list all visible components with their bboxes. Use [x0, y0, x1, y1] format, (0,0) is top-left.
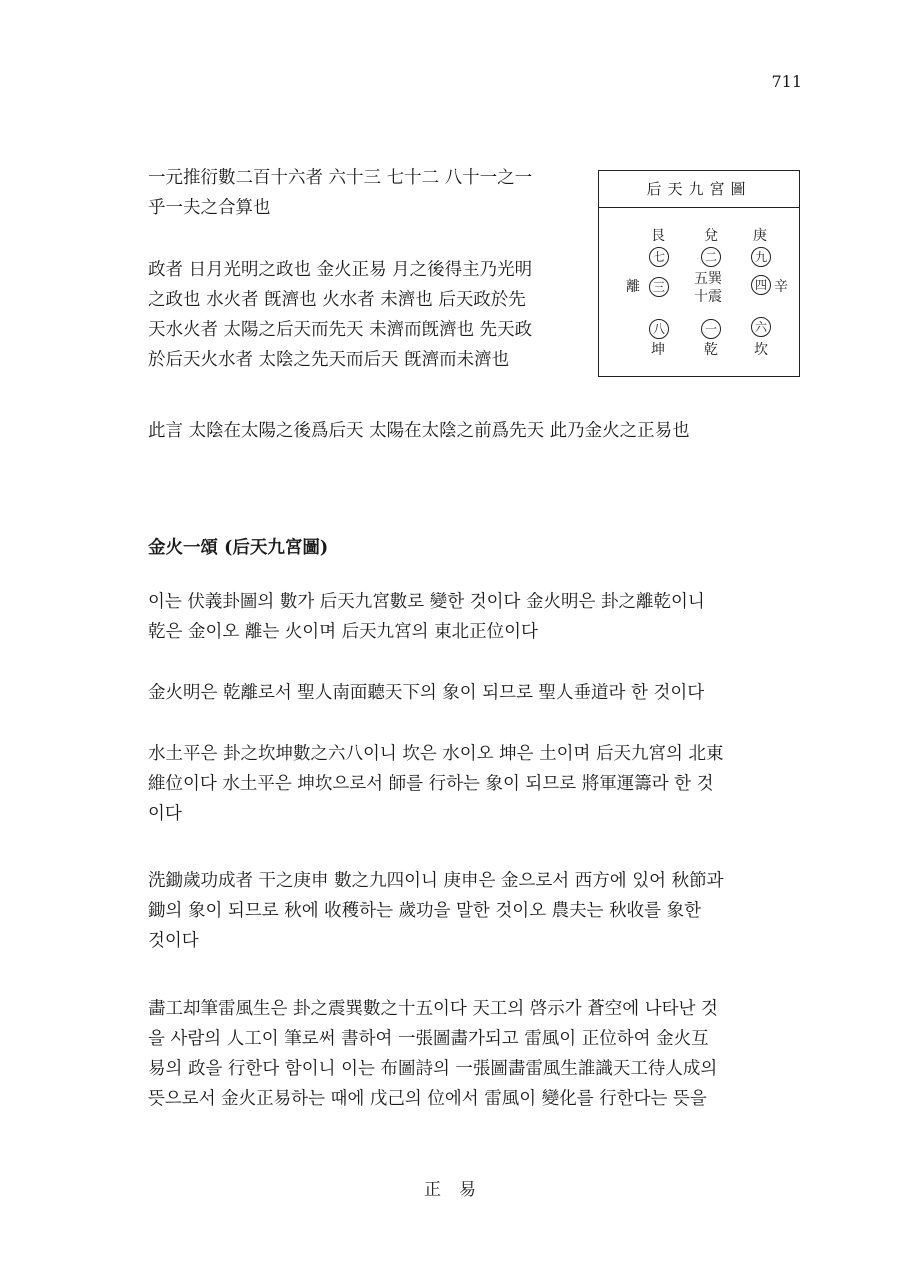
- text-line: 洗鋤歲功成者 干之庚申 數之九四이니 庚申은 金으로서 西方에 있어 秋節과: [148, 871, 724, 891]
- text-line: 鋤의 象이 되므로 秋에 收穫하는 歲功을 말한 것이오 農夫는 秋收를 象한: [148, 901, 702, 921]
- paragraph-5: [148, 678, 704, 708]
- paragraph-6: [148, 739, 724, 829]
- paragraph-4: [148, 587, 705, 647]
- nine-palace-diagram: [598, 170, 800, 377]
- text-line: 畵工却筆雷風生은 卦之震巽數之十五이다 天工의 啓示가 蒼空에 나타난 것: [148, 999, 718, 1019]
- text-line: 乎一夫之合算也: [148, 198, 271, 218]
- number-nine: 九: [751, 247, 771, 267]
- label-qian: 乾: [704, 342, 718, 358]
- number-six: 六: [751, 317, 771, 337]
- text-line: 水土平은 卦之坎坤數之六八이니 坎은 水이오 坤은 土이며 后天九宮의 北東: [148, 744, 724, 764]
- text-line: 政者 日月光明之政也 金火正易 月之後得主乃光明: [148, 260, 533, 280]
- paragraph-3: [148, 416, 690, 446]
- text-line: 維位이다 水土平은 坤坎으로서 師를 行하는 象이 되므로 將軍運籌라 한 것: [148, 774, 714, 794]
- number-two: 二: [701, 247, 721, 267]
- heading-text: 金火一頌 (后天九宮圖): [148, 538, 329, 558]
- number-one: 一: [701, 319, 721, 339]
- text-line: 此言 太陰在太陽之後爲后天 太陽在太陰之前爲先天 此乃金火之正易也: [148, 421, 690, 441]
- text-line: 乾은 金이오 離는 火이며 后天九宮의 東北正位이다: [148, 622, 538, 642]
- label-geng: 庚: [753, 228, 767, 244]
- label-gen: 艮: [651, 228, 665, 244]
- number-four: 四: [751, 275, 771, 295]
- text-line: 之政也 水火者 旣濟也 火水者 未濟也 后天政於先: [148, 290, 526, 310]
- text-line: 이는 伏義卦圖의 數가 后天九宮數로 變한 것이다 金火明은 卦之離乾이니: [148, 592, 705, 612]
- label-kun: 坤: [651, 342, 665, 358]
- text-line: 을 사람의 人工이 筆로써 書하여 一張圖畵가되고 雷風이 正位하여 金火互: [148, 1029, 709, 1049]
- text-line: 一元推衍數二百十六者 六十三 七十二 八十一之一: [148, 168, 533, 188]
- label-dui: 兌: [704, 228, 718, 244]
- page-number: 711: [771, 72, 802, 91]
- page-footer: 正易: [424, 1180, 494, 1200]
- text-line: 이다: [148, 804, 182, 824]
- paragraph-8: [148, 994, 718, 1114]
- text-line: 於后天火水者 太陰之先天而后天 旣濟而未濟也: [148, 350, 510, 370]
- paragraph-1: [148, 163, 532, 223]
- diagram-title: 后天九宮圖: [599, 171, 799, 208]
- paragraph-7: [148, 866, 724, 956]
- label-kan: 坎: [754, 342, 768, 358]
- text-line: 것이다: [148, 931, 199, 951]
- paragraph-2: [148, 255, 532, 375]
- text-line: 金火明은 乾離로서 聖人南面聽天下의 象이 되므로 聖人垂道라 한 것이다: [148, 683, 705, 703]
- text-line: 天水火者 太陽之后天而先天 未濟而旣濟也 先天政: [148, 320, 533, 340]
- number-seven: 七: [649, 247, 669, 267]
- label-center-top: 五巽: [694, 271, 722, 287]
- section-heading: [148, 533, 328, 563]
- number-three: 三: [649, 277, 669, 297]
- label-xin: 辛: [774, 279, 788, 295]
- label-center-bottom: 十震: [694, 289, 722, 305]
- text-line: 易의 政을 行한다 함이니 이는 布圖詩의 一張圖畵雷風生誰識天工待人成의: [148, 1059, 718, 1079]
- text-line: 뜻으로서 金火正易하는 때에 戊己의 位에서 雷風이 變化를 行한다는 뜻을: [148, 1089, 707, 1109]
- label-li: 離: [626, 279, 640, 295]
- number-eight: 八: [649, 319, 669, 339]
